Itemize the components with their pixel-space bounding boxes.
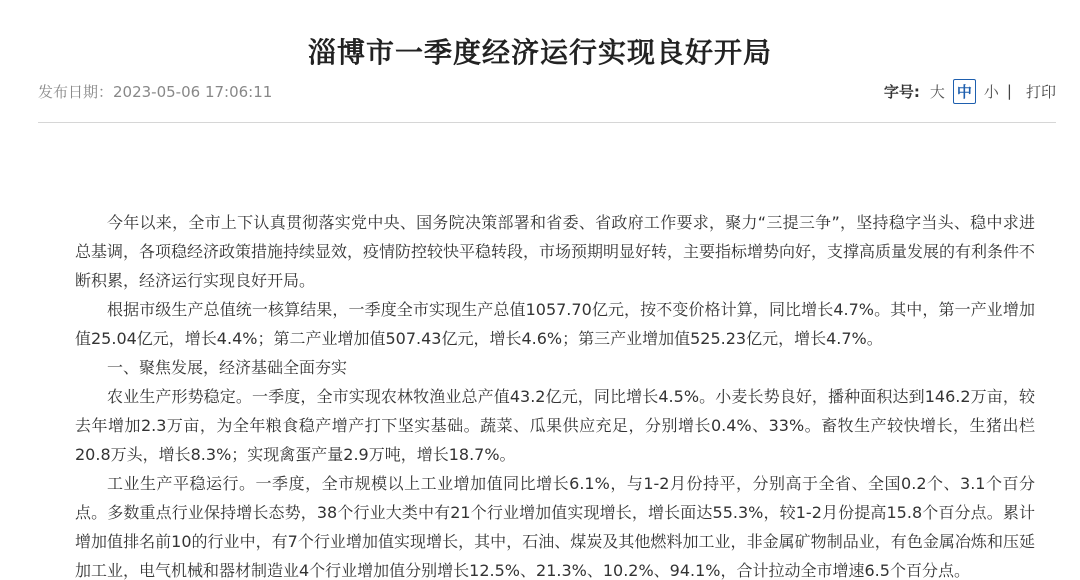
font-size-large-button[interactable]: 大 — [929, 82, 945, 101]
paragraph-agriculture: 农业生产形势稳定。一季度，全市实现农林牧渔业总产值43.2亿元，同比增长4.5%。小麦长势良好，播种面积达到146.2万亩，较去年增加2.3万亩，为全年粮食稳产增产打下坚实基础。蔬菜、瓜果供应充足，分别增长0.4%、33%。畜牧生产较快增长，生猪出栏20.8万头，增长8.3%；实现禽蛋产量2.9万吨，增长18.7%。 — [75, 387, 1035, 464]
paragraph-gdp: 根据市级生产总值统一核算结果，一季度全市实现生产总值1057.70亿元，按不变价格计算，同比增长4.7%。其中，第一产业增加值25.04亿元，增长4.4%；第二产业增加值507.43亿元，增长4.6%；第三产业增加值525.23亿元，增长4.7%。 — [75, 300, 1035, 348]
paragraph-intro: 今年以来，全市上下认真贯彻落实党中央、国务院决策部署和省委、省政府工作要求，聚力“三提三争”，坚持稳字当头、稳中求进总基调，各项稳经济政策措施持续显效，疫情防控较快平稳转段，市场预期明显好转，主要指标增势向好，支撑高质量发展的有利条件不断积累，经济运行实现良好开局。 — [75, 213, 1036, 290]
font-size-toolbar — [884, 79, 1056, 104]
publish-date: 发布日期：2023-05-06 17:06:11 — [38, 82, 273, 101]
font-size-medium-button[interactable]: 中 — [953, 79, 976, 104]
print-button[interactable]: 打印 — [1025, 82, 1056, 101]
article-meta-row — [38, 78, 1056, 104]
page-title: 淄博市一季度经济运行实现良好开局 — [307, 35, 772, 69]
toolbar-separator: | — [1006, 82, 1012, 100]
font-size-small-button[interactable]: 小 — [983, 82, 999, 101]
font-size-label: 字号: — [883, 82, 920, 101]
paragraph-industry: 工业生产平稳运行。一季度，全市规模以上工业增加值同比增长6.1%，与1-2月份持平，分别高于全省、全国0.2个、3.1个百分点。多数重点行业保持增长态势，38个行业大类中有21个行业增加值实现增长，增长面达55.3%，较1-2月份提高15.8个百分点。累计增加值排名前10的行业中，有7个行业增加值实现增长，其中，石油、煤炭及其他燃料加工业，非金属矿物制品业，有色金属冶炼和压延加工业，电气机械和器材制造业4个行业增加值分别增长12.5%、21.3%、10.2%、94.1%，合计拉动全市增速6.5个百分点。 — [75, 474, 1035, 580]
section-heading: 一、聚焦发展，经济基础全面夯实 — [107, 358, 348, 377]
article-body — [75, 208, 1035, 580]
header-divider — [38, 122, 1056, 123]
